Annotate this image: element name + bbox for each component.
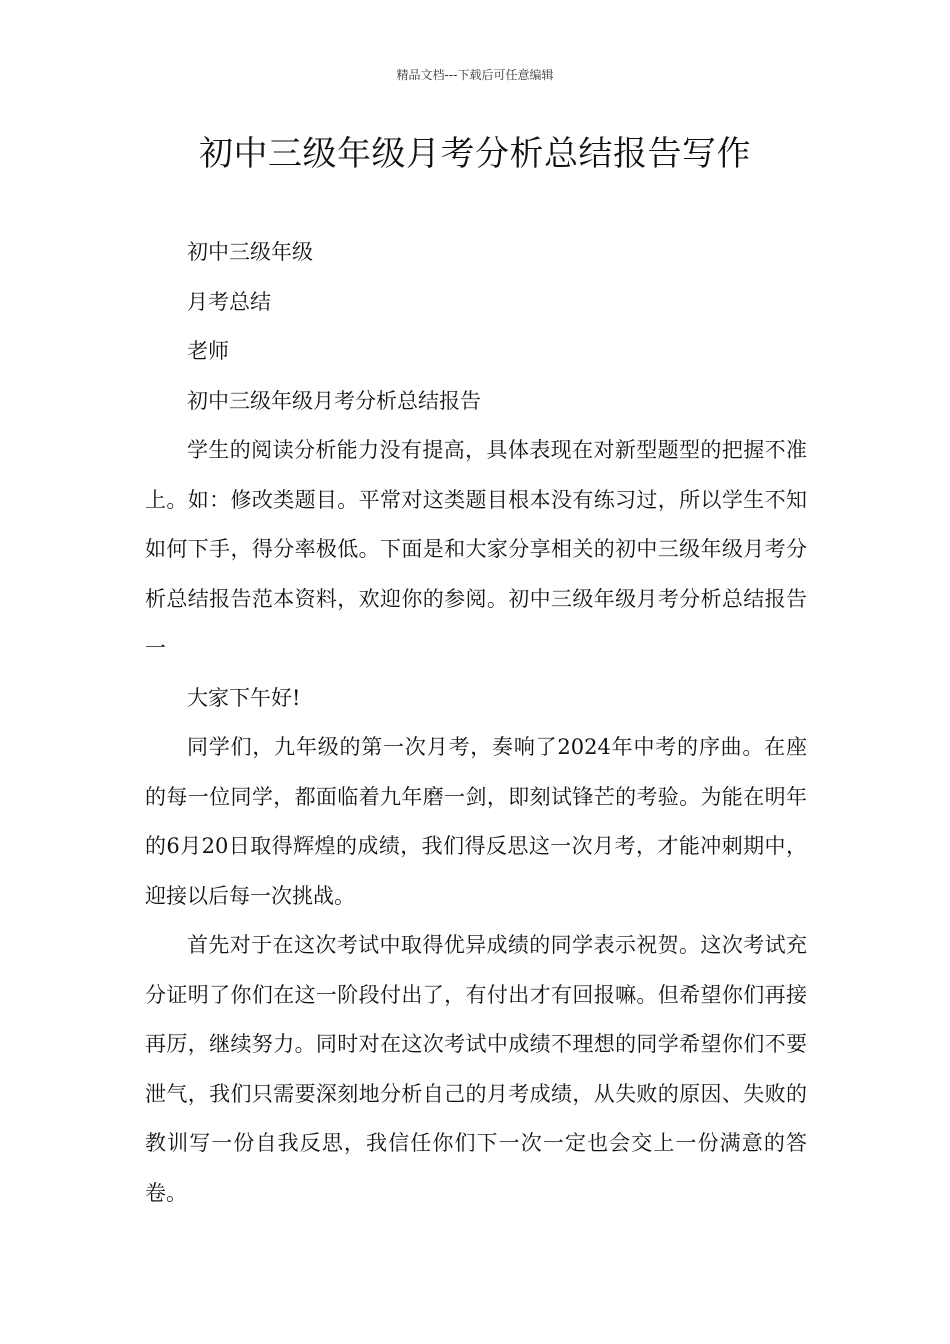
paragraph-monthly-summary: 月考总结 [187, 289, 271, 314]
paragraph-grade: 初中三级年级 [187, 240, 313, 264]
document-body [145, 228, 807, 1218]
paragraph-reading-analysis: 学生的阅读分析能力没有提高，具体表现在对新型题型的把握不准上。如：修改类题目。平常对这类题目根本没有练习过，所以学生不知如何下手，得分率极低。下面是和大家分享相关的初中三级年级月考分析总结报告范本资料，欢迎你的参阅。初中三级年级月考分析总结报告一 [145, 438, 807, 660]
paragraph-greeting: 大家下午好! [187, 685, 301, 710]
paragraph-congratulations: 首先对于在这次考试中取得优异成绩的同学表示祝贺。这次考试充分证明了你们在这一阶段付出了，有付出才有回报嘛。但希望你们再接再厉，继续努力。同时对在这次考试中成绩不理想的同学希望你们不要泄气，我们只需要深刻地分析自己的月考成绩，从失败的原因、失败的教训写一份自我反思，我信任你们下一次一定也会交上一份满意的答卷。 [145, 933, 807, 1205]
paragraph-first-exam: 同学们，九年级的第一次月考，奏响了2024年中考的序曲。在座的每一位同学，都面临着九年磨一剑，即刻试锋芒的考验。为能在明年的6月20日取得辉煌的成绩，我们得反思这一次月考，才能冲刺期中，迎接以后每一次挑战。 [145, 735, 807, 908]
header-note: 精品文档---下载后可任意编辑 [396, 68, 554, 82]
document-title: 初中三级年级月考分析总结报告写作 [199, 134, 751, 174]
paragraph-teacher: 老师 [187, 339, 229, 363]
paragraph-report-title: 初中三级年级月考分析总结报告 [187, 388, 481, 413]
